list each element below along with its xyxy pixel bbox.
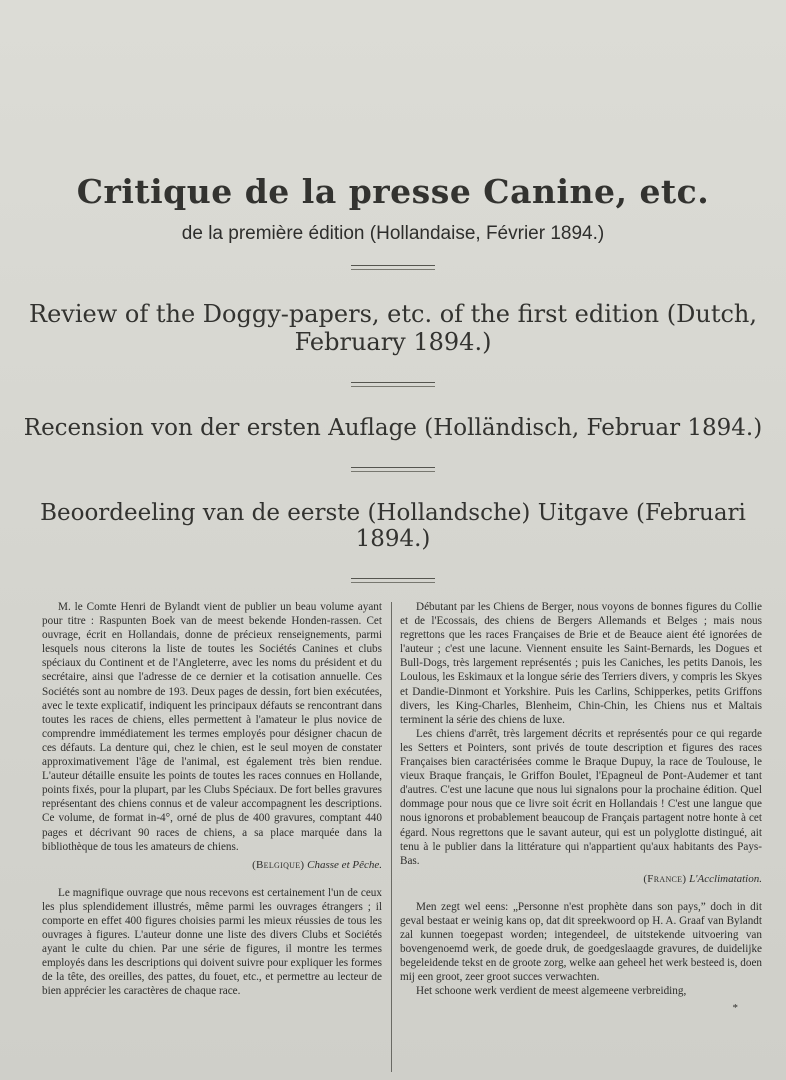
divider <box>351 382 435 387</box>
source-credit <box>42 858 382 872</box>
subtitle-french: de la première édition (Hollandaise, Février 1894.) <box>181 223 605 244</box>
title-french: Critique de la presse Canine, etc. <box>76 172 710 211</box>
source-paper: Chasse et Pêche. <box>307 858 382 871</box>
review-paragraph: Débutant par les Chiens de Berger, nous voyons de bonnes figures du Collie et de l'Ecossais, des chiens de Bergers Allemands et Belges ; mais nous regrettons que les races Françaises de Brie et de Beauce aient été ignorées de l'auteur ; c'est une lacune. Viennent ensuite les Saint-Bernards, les Dogues et Bull-Dogs, très largement représentés ; puis les Caniches, les petits Danois, les Loulous, les Eskimaux et la longue série des Terriers divers, y compris les Skyes et Dandie-Dinmont et Yorkshire. Puis les Carlins, Schipperkes, petits Griffons divers, les King-Charles, Blenheim, Chin-Chin, les Chiens nus et Maltais terminent la série des chiens de luxe. <box>400 601 762 726</box>
review-paragraph: Het schoone werk verdient de meest algemeene verbreiding, <box>416 985 687 998</box>
source-paper: L'Acclimatation. <box>689 872 762 885</box>
title-english: Review of the Doggy-papers, etc. of the first edition (Dutch, February 1894.) <box>29 300 757 356</box>
column-rule <box>391 602 392 1072</box>
source-country: (France) <box>643 872 687 885</box>
divider <box>351 467 435 472</box>
footnote-star: * <box>732 1001 738 1014</box>
right-column <box>400 600 762 1015</box>
divider <box>351 265 435 270</box>
title-block <box>0 172 786 583</box>
title-dutch: Beoordeeling van de eerste (Hollandsche) Uitgave (Februari 1894.) <box>40 500 746 552</box>
left-column <box>42 600 382 999</box>
source-credit <box>400 872 762 886</box>
review-paragraph: Le magnifique ouvrage que nous recevons est certainement l'un de ceux les plus splendidement illustrés, même parmi les ouvrages étrangers ; il comporte en effet 400 figures choisies parmi les mieux réussies de tous les ouvrages à figures. L'auteur donne une liste des divers Clubs et Sociétés ayant le culte du chien. Par une série de figures, il montre les termes employés dans les descriptions qui doivent suivre pour expliquer les formes de la tête, des oreilles, des pattes, du fouet, etc., et permettre au lecteur de bien apprécier les caractères de chaque race. <box>42 886 382 998</box>
review-paragraph: Men zegt wel eens: „Personne n'est prophète dans son pays,” doch in dit geval bestaat er weinig kans op, dat dit spreekwoord op H. A. Graaf van Bylandt zal kunnen toegepast worden; integendeel, de uitstekende uitvoering van bovengenoemd werk, de goede druk, de goedgeslaagde gravures, de duidelijke begeleidende tekst en de groote zorg, welke aan geheel het werk besteed is, doen mij een groot, zeer groot succes verwachten. <box>400 900 762 984</box>
review-paragraph: M. le Comte Henri de Bylandt vient de publier un beau volume ayant pour titre : Raspunten Boek van de meest bekende Honden-rassen. Cet ouvrage, écrit en Hollandais, donne de précieux renseignements, parmi lesquels nous citerons la liste de toutes les Sociétés Canines et clubs spéciaux du Continent et de l'Angleterre, avec les noms du président et du secrétaire, ainsi que l'adresse de ce dernier et la cotisation annuelle. Ces Sociétés sont au nombre de 193. Deux pages de dessin, fort bien exécutées, avec le texte explicatif, indiquent les principaux défauts se rencontrant dans toutes les races de chiens, elles permettent à l'amateur le plus novice de comprendre immédiatement les termes employés pour désigner chacun de ces défauts. La denture qui, chez le chien, est le seul moyen de constater approximativement l'âge de l'animal, est également très bien rendue. L'auteur détaille ensuite les points de toutes les races connues en Hollande, points fixés, pour la plupart, par les Clubs Spéciaux. De fort belles gravures représentant des chiens connus et de valeur accompagnent les descriptions. Ce volume, de format in-4°, orné de plus de 400 gravures, comptant 440 pages et décrivant 90 races de chiens, a sa place marquée dans la bibliothèque de tous les amateurs de chiens. <box>42 601 382 853</box>
title-german: Recension von der ersten Auflage (Holländisch, Februar 1894.) <box>23 415 763 441</box>
review-paragraph: Les chiens d'arrêt, très largement décrits et représentés pour ce qui regarde les Setters et Pointers, sont privés de toute description et figures des races Françaises bien caractérisées comme le Braque Dupuy, la race de Toulouse, le vieux Braque français, le Griffon Boulet, l'Epagneul de Pont-Audemer et tant d'autres. C'est une lacune que nous lui signalons pour la prochaine édition. Quel dommage pour nous que ce livre soit écrit en Hollandais ! C'est une langue que nous ignorons et probablement beaucoup de Français partagent notre honte à cet égard. Nous regrettons que le savant auteur, qui est un polyglotte distingué, ait tenu à le publier dans la littérature qui n'appartient qu'aux habitants des Pays-Bas. <box>400 727 762 867</box>
source-country: (Belgique) <box>252 858 305 871</box>
divider <box>351 578 435 583</box>
